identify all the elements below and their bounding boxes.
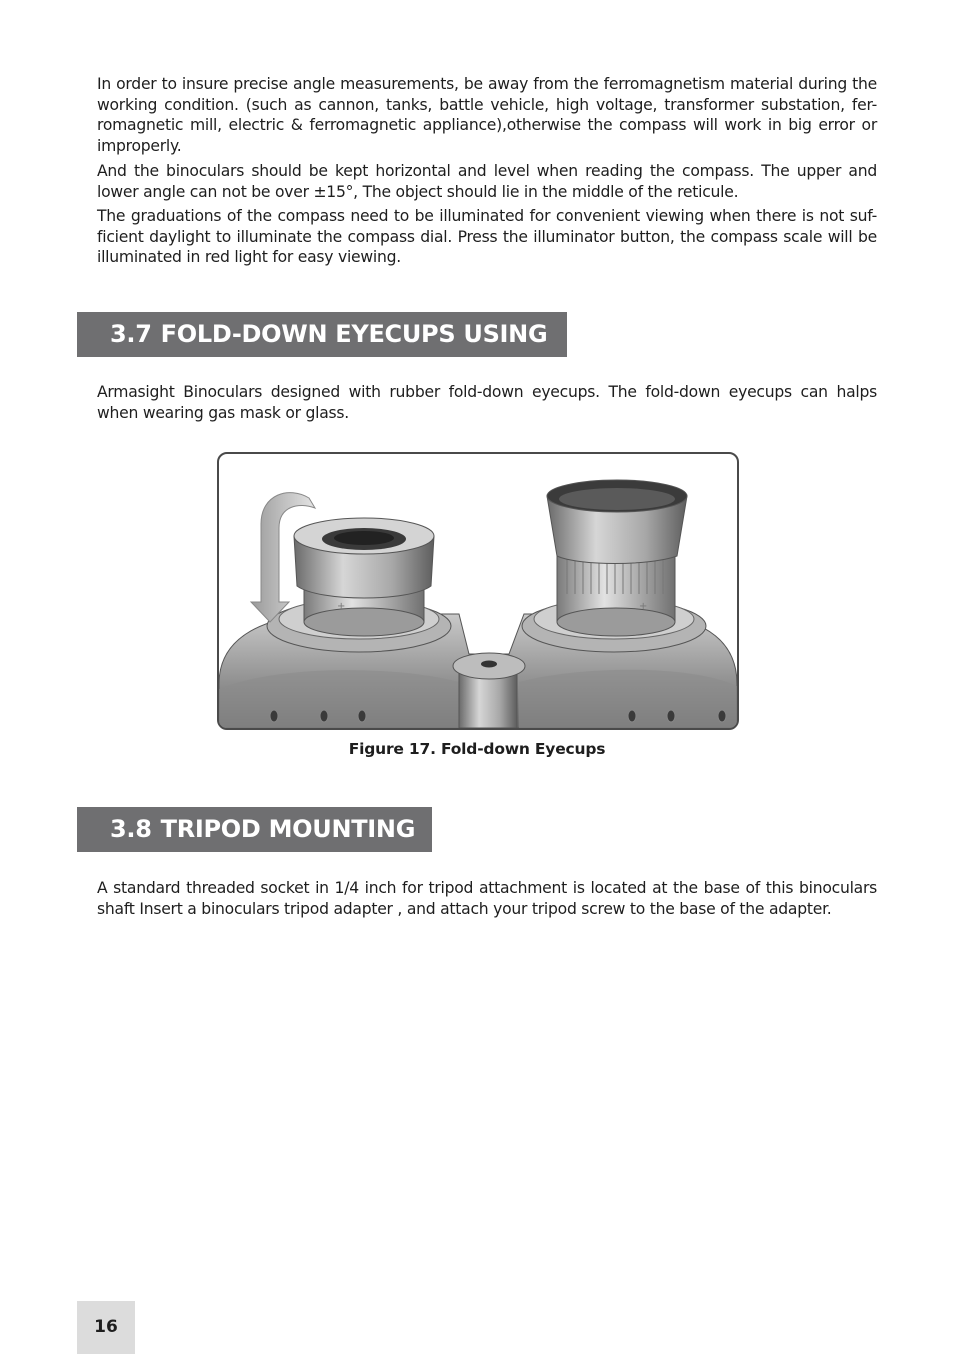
- section-title: FOLD-DOWN EYECUPS USING: [160, 320, 548, 348]
- figure-caption: Figure 17. Fold-down Eyecups: [348, 740, 606, 758]
- binoculars-eyecups-figure: [217, 452, 739, 730]
- eyecups-paragraph: Armasight Binoculars designed with rubber fold-down eyecups. The fold-down eyecups can halps when wearing gas mask or glass.: [97, 383, 877, 422]
- intro-paragraph-2: And the binoculars should be kept horizontal and level when reading the compass. The upper and lower angle can not be over ±15°, The object should lie in the middle of the reticule.: [97, 162, 877, 201]
- tripod-paragraph: A standard threaded socket in 1/4 inch for tripod attachment is located at the base of this binoculars shaft Insert a binoculars tripod adapter , and attach your tripod screw to the base of the adapter.: [97, 879, 877, 918]
- section-title: TRIPOD MOUNTING: [160, 815, 416, 843]
- section-number: 3.8: [110, 815, 152, 843]
- intro-paragraph-3: The graduations of the compass need to be illuminated for convenient viewing when there is not suf-ficient daylight to illuminate the compass dial. Press the illuminator button, the compass scale will be illuminated in red light for easy viewing.: [97, 207, 877, 267]
- section-heading-eyecups: [77, 312, 567, 357]
- section-heading-tripod: [77, 807, 432, 852]
- page-number: 16: [77, 1301, 135, 1354]
- svg-text:+: +: [639, 601, 648, 612]
- svg-text:+: +: [337, 601, 346, 612]
- section-number: 3.7: [110, 320, 152, 348]
- intro-paragraph-1: In order to insure precise angle measurements, be away from the ferromagnetism material during the working condition. (such as cannon, tanks, battle vehicle, high voltage, transformer substation, fer-romagnetic mill, electric & ferromagnetic appliance),otherwise the compass will work in big error or improperly.: [97, 75, 877, 155]
